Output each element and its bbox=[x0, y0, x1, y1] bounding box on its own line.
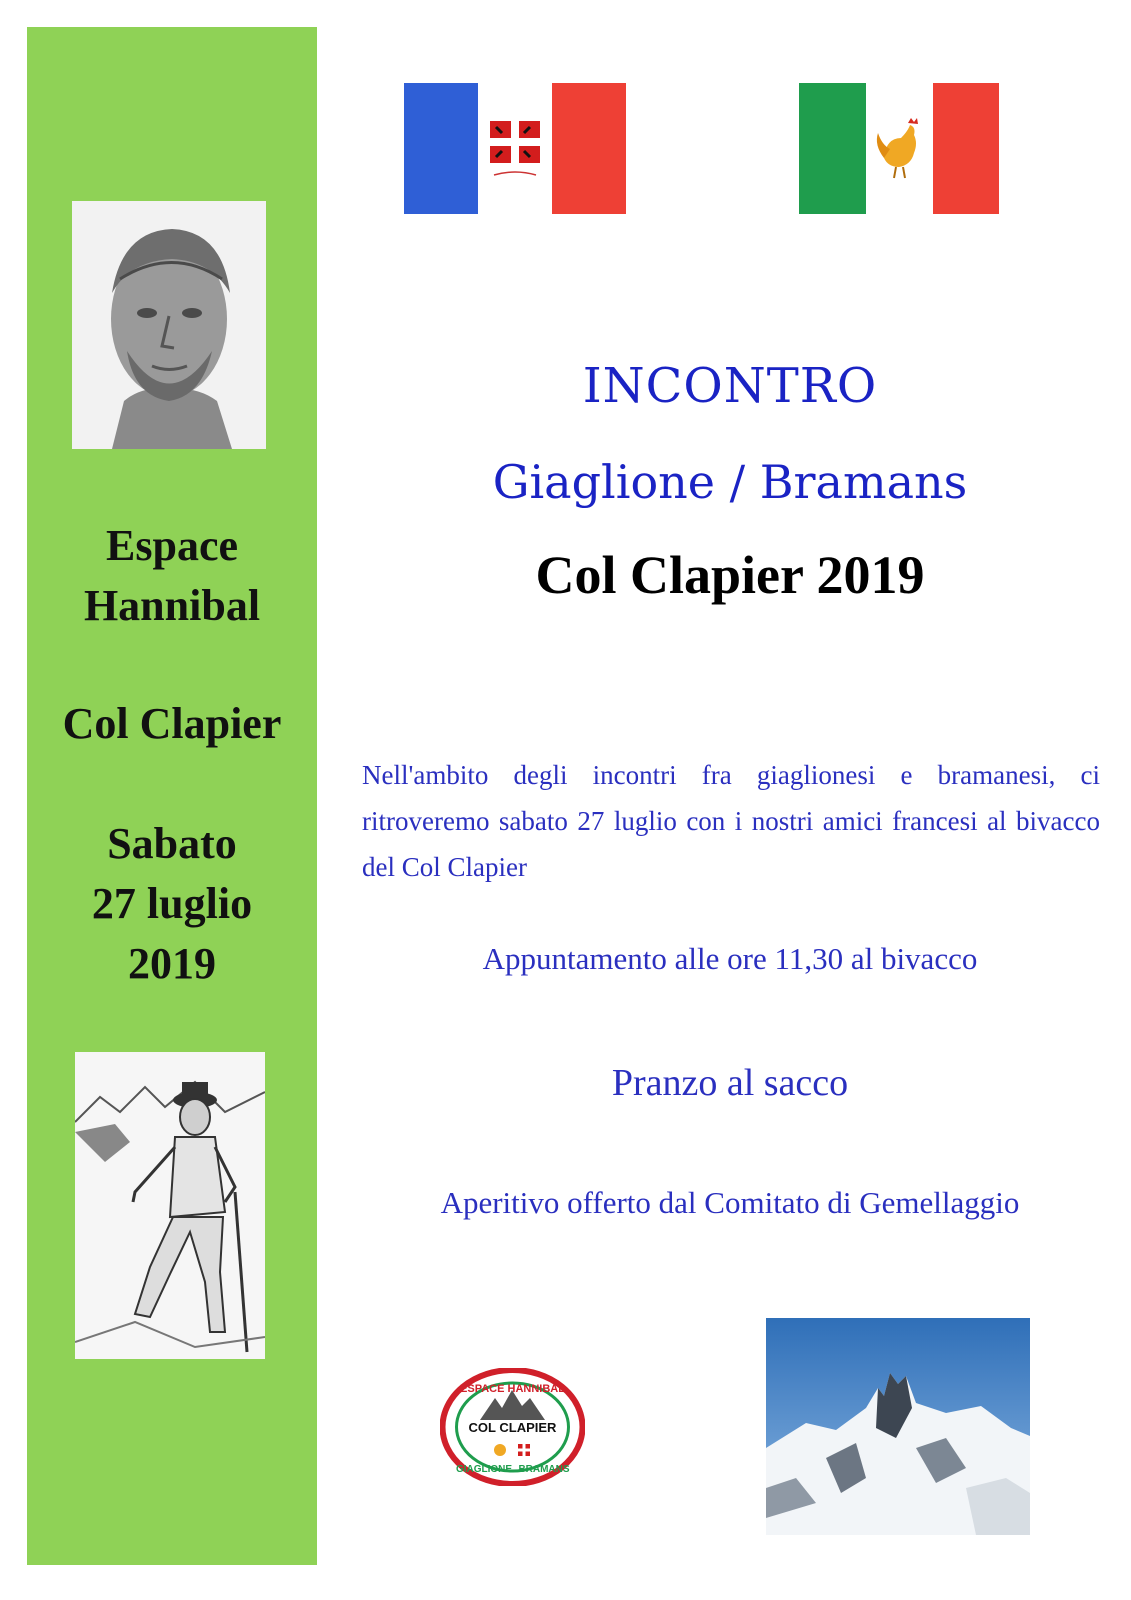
mountain-photo bbox=[766, 1318, 1030, 1535]
french-savoy-flag bbox=[404, 83, 626, 214]
alpinist-drawing-image bbox=[75, 1052, 265, 1359]
logo-center-text: COL CLAPIER bbox=[468, 1420, 557, 1435]
hannibal-bust-image bbox=[72, 201, 266, 449]
event-kicker: INCONTRO bbox=[582, 358, 878, 414]
year-label: 2019 bbox=[128, 939, 216, 988]
place-name: Col Clapier bbox=[62, 699, 282, 748]
twin-towns-title: Giaglione / Bramans bbox=[492, 455, 968, 509]
lunch-text: Pranzo al sacco bbox=[611, 1062, 849, 1104]
italian-rooster-flag bbox=[799, 83, 999, 214]
logo-top-text: ESPACE HANNIBAL bbox=[460, 1383, 565, 1395]
logo-rooster-icon bbox=[494, 1444, 506, 1456]
date-label: 27 luglio bbox=[91, 879, 253, 928]
org-name-line1: Espace bbox=[106, 521, 238, 570]
logo-bottom-left-text: GIAGLIONE bbox=[455, 1464, 513, 1475]
meeting-time-text: Appuntamento alle ore 11,30 al bivacco bbox=[482, 941, 978, 976]
intro-paragraph: Nell'ambito degli incontri fra giaglionesi e bramanesi, ci ritroveremo sabato 27 luglio con i nostri amici francesi al bivacco del Col Clapier bbox=[362, 760, 1100, 882]
event-title: Col Clapier 2019 bbox=[535, 545, 925, 605]
savoy-coat-of-arms-icon bbox=[478, 83, 552, 214]
espace-hannibal-logo bbox=[440, 1368, 585, 1486]
sidebar bbox=[27, 27, 317, 1565]
rooster-icon bbox=[866, 83, 933, 214]
logo-bottom-right-text: BRAMANS bbox=[518, 1464, 570, 1475]
day-label: Sabato bbox=[107, 819, 237, 868]
org-name-line2: Hannibal bbox=[83, 581, 261, 630]
aperitif-text: Aperitivo offerto dal Comitato di Gemellaggio bbox=[440, 1185, 1020, 1220]
